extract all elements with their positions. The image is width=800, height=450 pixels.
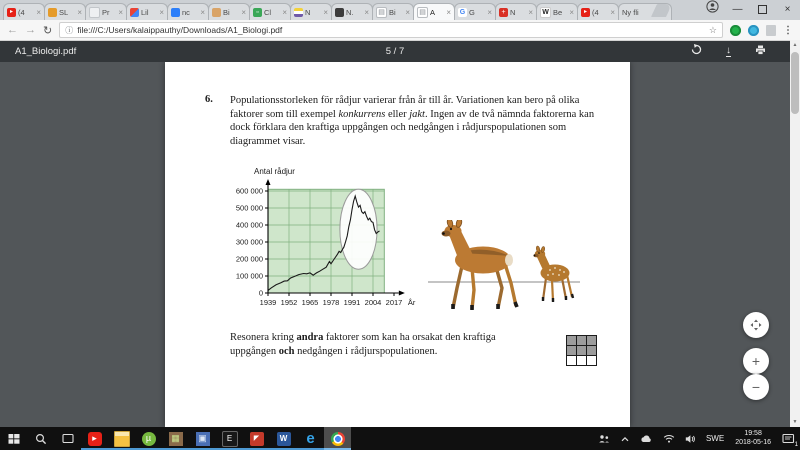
question-text [230, 94, 612, 149]
svg-text:1952: 1952 [280, 298, 298, 307]
tray-time: 19:58 [744, 429, 762, 437]
tab-title: SL [59, 7, 69, 17]
bookmark-star-icon[interactable]: ☆ [708, 24, 717, 35]
tab-favicon-icon [581, 8, 590, 17]
browser-tab[interactable] [249, 3, 291, 20]
taskbar-app-icon [222, 431, 238, 447]
taskbar-app-icon [169, 432, 183, 446]
tab-title: Ny fli [622, 7, 639, 17]
tab-title: (4 [18, 7, 25, 17]
rotate-icon[interactable] [691, 44, 702, 58]
svg-text:År: År [407, 298, 416, 307]
pdf-tools [691, 44, 766, 58]
people-icon[interactable] [593, 427, 615, 450]
deer-illustration [420, 220, 585, 320]
favicon-glyph: W [542, 8, 549, 16]
tab-favicon-icon [7, 8, 16, 17]
taskbar-app-icon [196, 432, 210, 446]
browser-tab[interactable] [577, 3, 619, 20]
taskbar-app-icon [114, 431, 130, 447]
browser-tab[interactable] [85, 3, 127, 20]
prompt-text-part: andra [296, 332, 324, 343]
score-grid-cell [567, 336, 576, 345]
window-controls [700, 0, 800, 20]
pdf-page [165, 62, 630, 427]
taskbar [0, 427, 800, 450]
svg-text:1978: 1978 [322, 298, 340, 307]
tab-close-icon[interactable]: × [200, 7, 205, 17]
tab-title: N. [346, 7, 354, 17]
browser-tab[interactable] [208, 3, 250, 20]
language-indicator[interactable]: SWE [705, 434, 725, 443]
print-icon[interactable] [755, 45, 766, 58]
onedrive-cloud-icon[interactable] [635, 427, 658, 450]
tab-favicon-icon [253, 8, 262, 17]
taskbar-app-icon [277, 432, 291, 446]
app-glyph: ▣ [198, 433, 207, 443]
taskbar-app-button[interactable] [189, 427, 216, 450]
plus-icon: + [751, 353, 761, 369]
zoom-out-button[interactable] [743, 374, 769, 400]
wifi-icon[interactable] [658, 427, 680, 450]
taskbar-app-button[interactable] [270, 427, 297, 450]
browser-tab[interactable] [3, 3, 45, 20]
score-grid-cell [577, 336, 586, 345]
tab-close-icon[interactable]: × [528, 7, 533, 17]
tab-title: Bi [223, 7, 230, 17]
search-icon [35, 433, 47, 445]
taskbar-app-button[interactable] [108, 427, 135, 450]
maximize-button[interactable] [750, 0, 775, 20]
tab-title: nc [182, 7, 190, 17]
tray-date: 2018-05-16 [735, 438, 771, 446]
svg-text:0: 0 [258, 288, 263, 298]
tab-title: Be [553, 7, 563, 17]
browser-tab[interactable] [44, 3, 86, 20]
app-glyph: E [226, 433, 233, 443]
tab-close-icon[interactable]: × [282, 7, 287, 17]
extension-icon-gray[interactable] [766, 25, 776, 36]
tab-title: N [510, 7, 516, 17]
favicon-glyph: ▤ [378, 8, 385, 16]
taskbar-app-button[interactable] [135, 427, 162, 450]
notification-icon [782, 433, 795, 444]
tab-favicon-icon [130, 8, 139, 17]
svg-text:1965: 1965 [301, 298, 319, 307]
tab-close-icon[interactable]: × [241, 7, 246, 17]
scrollbar-thumb[interactable] [791, 52, 799, 114]
tab-favicon-icon [171, 8, 180, 17]
score-grid-cell [567, 346, 576, 355]
taskbar-app-button[interactable] [216, 427, 243, 450]
tab-close-icon[interactable]: × [446, 7, 451, 17]
tab-favicon-icon [376, 7, 387, 18]
tab-close-icon[interactable]: × [118, 7, 123, 17]
score-grid-cell [577, 356, 586, 365]
extension-icon-blue[interactable] [748, 25, 759, 36]
task-view-button[interactable] [54, 427, 81, 450]
scroll-up-icon[interactable]: ▲ [792, 42, 798, 48]
tab-favicon-icon [294, 8, 303, 17]
score-grid-cell [567, 356, 576, 365]
page-url[interactable]: file:///C:/Users/kalaippauthy/Downloads/A1_Biologi.pdf [77, 25, 283, 35]
reload-icon[interactable]: ↻ [43, 24, 53, 37]
score-grid-cell [577, 346, 586, 355]
favicon-glyph: ▸ [9, 9, 13, 15]
browser-tab[interactable] [495, 3, 537, 20]
svg-text:400 000: 400 000 [235, 220, 263, 230]
chevron-up-icon[interactable] [615, 427, 635, 450]
favicon-glyph: ▫ [256, 8, 259, 16]
tab-title: (4 [592, 7, 599, 17]
prompt-text [230, 331, 514, 359]
tab-favicon-icon [499, 8, 508, 17]
browser-tab[interactable] [290, 3, 332, 20]
fit-arrows-icon [750, 319, 762, 331]
fit-page-button[interactable] [743, 312, 769, 338]
svg-text:1991: 1991 [343, 298, 361, 307]
minus-icon: − [751, 379, 761, 395]
favicon-glyph: ▤ [419, 8, 426, 16]
question-text-part: . Ingen av de två nämnda faktorerna kan dock förklara den kraftiga uppgången och nedgången i rådjurspopulationen som diagrammet visar. [230, 108, 595, 147]
browser-tab[interactable] [372, 3, 414, 20]
favicon-glyph: + [501, 8, 506, 16]
tab-favicon-icon [540, 7, 551, 18]
pdf-filename: A1_Biologi.pdf [15, 45, 77, 57]
tab-favicon-icon [417, 7, 428, 18]
tab-close-icon[interactable]: × [36, 7, 41, 17]
tab-title: Cl [264, 7, 272, 17]
tab-close-icon[interactable]: × [364, 7, 369, 17]
app-glyph: e [306, 430, 315, 447]
system-tray [593, 427, 800, 450]
taskbar-app-icon [331, 432, 345, 446]
browser-tab[interactable] [167, 3, 209, 20]
pdf-toolbar [0, 40, 790, 62]
windows-logo-icon [8, 433, 20, 445]
app-glyph: ▸ [92, 433, 97, 443]
svg-text:Antal rådjur: Antal rådjur [254, 167, 295, 176]
taskbar-app-button[interactable] [297, 427, 324, 450]
extension-icon-green[interactable] [730, 25, 741, 36]
taskbar-app-icon [88, 432, 102, 446]
back-icon[interactable]: ← [7, 23, 18, 36]
browser-tab[interactable] [331, 3, 373, 20]
tab-strip [0, 0, 800, 20]
taskbar-app-icon [142, 432, 156, 446]
tab-title: G [469, 7, 475, 17]
zoom-in-button[interactable] [743, 348, 769, 374]
prompt-text-part: nedgången i rådjurspopulationen. [294, 346, 438, 358]
start-button[interactable] [0, 427, 27, 450]
question-text-part: konkurrens [338, 108, 386, 120]
favicon-glyph: G [459, 8, 466, 16]
maximize-icon [758, 5, 767, 14]
svg-text:500 000: 500 000 [235, 203, 263, 213]
pdf-viewer [0, 62, 800, 427]
tab-title: Pr [102, 7, 110, 17]
tab-close-icon[interactable]: × [405, 7, 410, 17]
browser-tab[interactable] [536, 3, 578, 20]
forward-icon[interactable]: → [25, 23, 36, 36]
app-glyph: µ [145, 433, 152, 443]
notification-badge: 1 [794, 442, 798, 448]
action-center-button[interactable] [777, 427, 800, 450]
tab-favicon-icon [458, 8, 467, 17]
score-grid-cell [587, 336, 596, 345]
tab-close-icon[interactable]: × [77, 7, 82, 17]
search-button[interactable] [27, 427, 54, 450]
taskbar-app-icon [304, 432, 318, 446]
minimize-button[interactable]: — [732, 4, 743, 15]
tab-title: Lil [141, 7, 149, 17]
taskbar-app-button[interactable] [81, 427, 108, 450]
scrollbar[interactable] [790, 40, 800, 427]
tab-title: A [430, 7, 436, 17]
window-close-button[interactable]: × [784, 4, 791, 15]
taskbar-app-button[interactable] [324, 427, 351, 450]
address-bar-row [0, 20, 800, 41]
browser-tab[interactable] [454, 3, 496, 20]
tab-favicon-icon [89, 7, 100, 18]
adult-deer [442, 220, 518, 310]
taskbar-apps [81, 427, 351, 450]
tab-close-icon[interactable]: × [610, 7, 615, 17]
prompt-text-part: Resonera kring [230, 332, 297, 343]
tab-title: Bi [389, 7, 396, 17]
task-view-icon [62, 433, 74, 444]
download-icon[interactable]: ↓ [726, 44, 731, 56]
app-glyph: ◤ [253, 435, 260, 442]
scroll-down-icon[interactable]: ▼ [792, 419, 798, 425]
svg-text:200 000: 200 000 [235, 254, 263, 264]
question-text-part: Populationsstorleken för rådjur varierar från år till år. Variationen kan bero på olika faktorer som till exempel [230, 95, 580, 120]
tab-title: N [305, 7, 311, 17]
svg-text:300 000: 300 000 [235, 237, 263, 247]
browser-menu-icon[interactable]: ⋮ [783, 24, 793, 36]
volume-icon[interactable] [680, 427, 701, 450]
address-bar[interactable] [59, 22, 723, 38]
question-text-part: eller [385, 108, 410, 120]
page-indicator: 5 / 7 [385, 45, 405, 57]
svg-text:600 000: 600 000 [235, 186, 263, 196]
svg-text:1939: 1939 [259, 298, 277, 307]
profile-icon[interactable] [700, 0, 725, 21]
tab-favicon-icon [335, 8, 344, 17]
favicon-glyph: ▸ [583, 9, 587, 15]
tab-favicon-icon [212, 8, 221, 17]
svg-text:2004: 2004 [364, 298, 382, 307]
prompt-text-part: och [278, 346, 295, 358]
app-glyph: W [279, 433, 288, 443]
svg-text:2017: 2017 [385, 298, 403, 307]
taskbar-app-icon [250, 432, 264, 446]
svg-text:100 000: 100 000 [235, 271, 263, 281]
question-number: 6. [205, 94, 213, 105]
question-text-part: jakt [409, 108, 425, 120]
app-glyph: ▦ [171, 433, 180, 443]
score-grid-cell [587, 356, 596, 365]
tab-close-icon[interactable]: × [323, 7, 328, 17]
page-info-icon[interactable]: ⓘ [65, 25, 74, 35]
tab-close-icon[interactable]: × [159, 7, 164, 17]
browser-tab[interactable] [413, 3, 455, 20]
browser-tab[interactable] [126, 3, 168, 20]
taskbar-app-button[interactable] [243, 427, 270, 450]
tab-close-icon[interactable]: × [569, 7, 574, 17]
tab-favicon-icon [48, 8, 57, 17]
fawn-deer [533, 246, 573, 302]
score-grid [566, 335, 597, 366]
prompt-text-part: faktorer som kan ha orsakat den kraftiga uppgången [230, 332, 496, 358]
score-grid-cell [587, 346, 596, 355]
clock[interactable] [729, 427, 777, 450]
taskbar-app-button[interactable] [162, 427, 189, 450]
tab-close-icon[interactable]: × [487, 7, 492, 17]
